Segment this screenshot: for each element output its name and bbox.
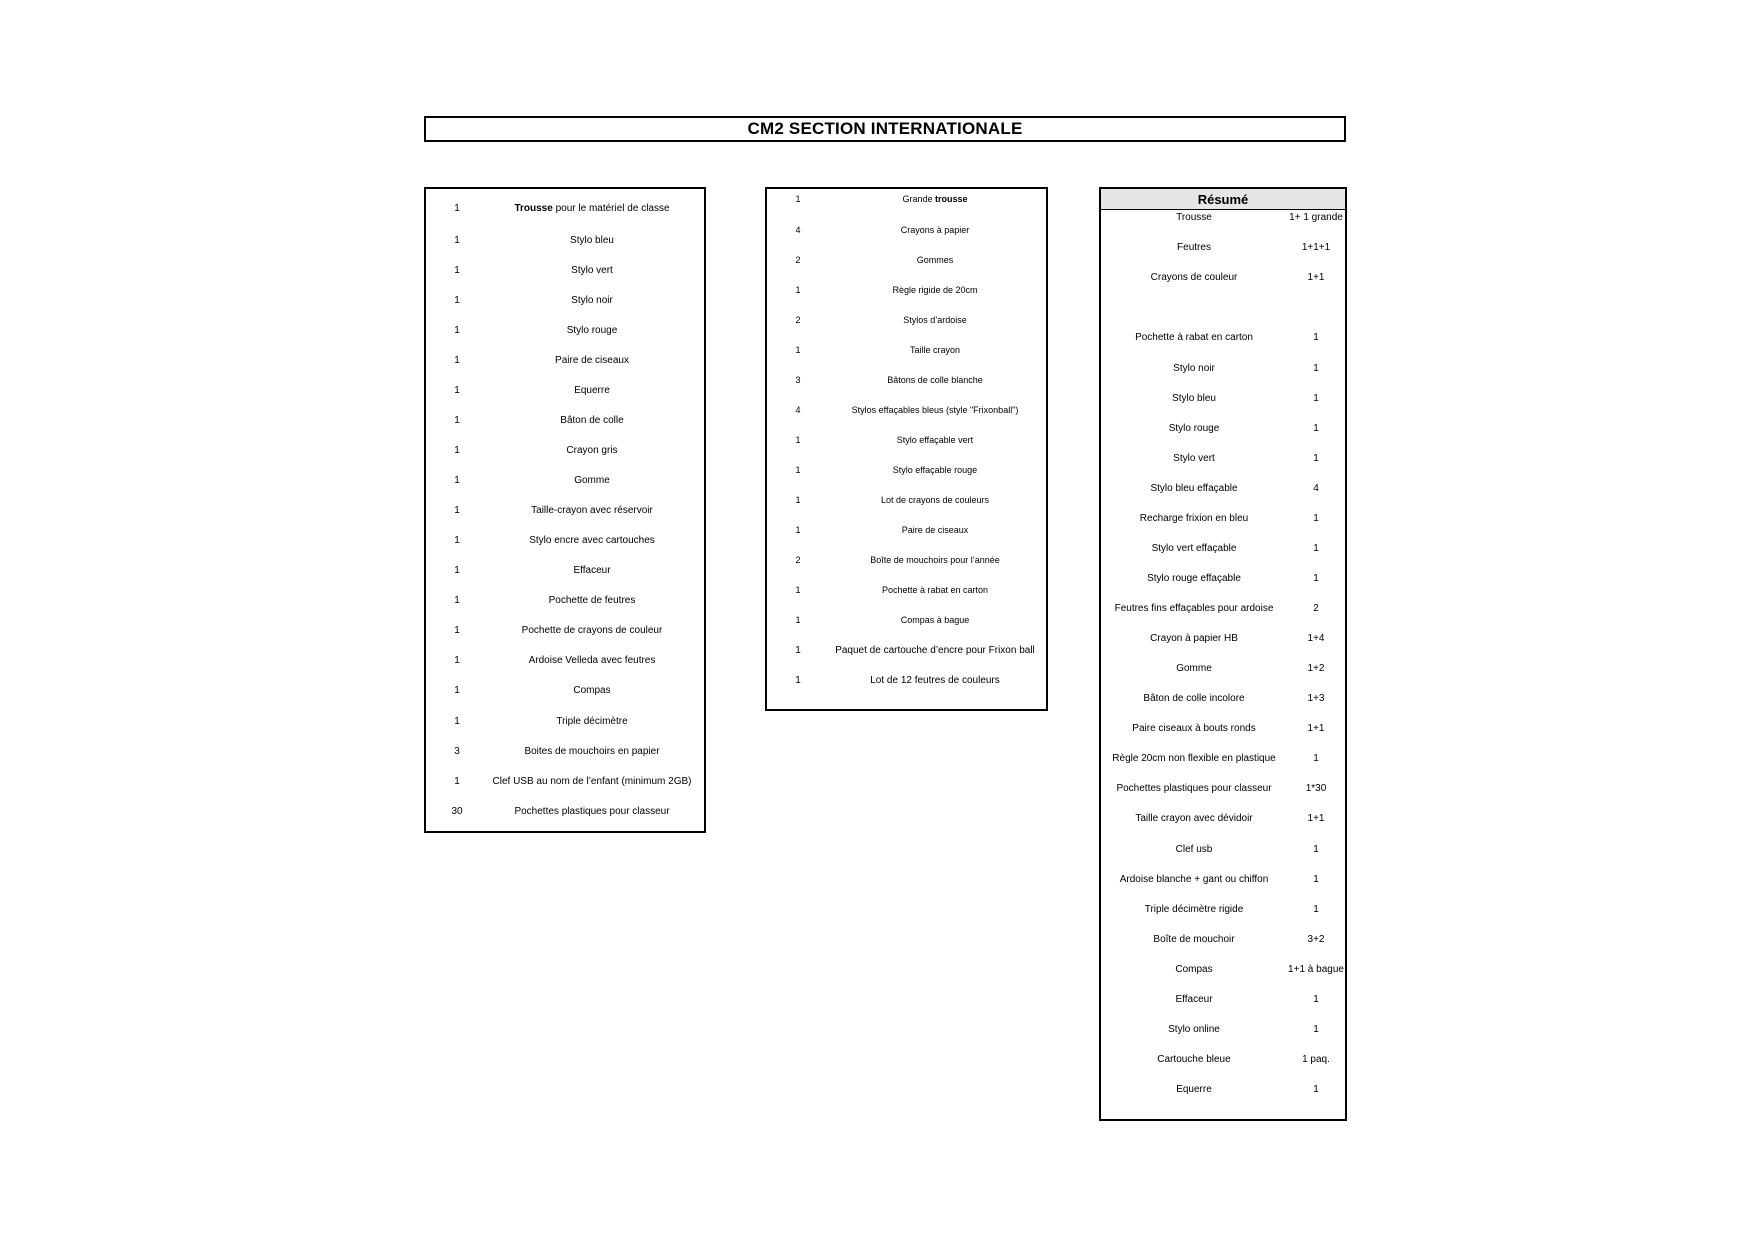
resume-row [1101,989,1345,1009]
list-item [426,771,704,791]
item-quantity: 1 [454,624,460,636]
item-quantity: 1 [454,594,460,606]
resume-item-quantity: 1+3 [1307,692,1325,704]
resume-row [1101,388,1345,408]
list-item [767,310,1046,330]
item-quantity: 30 [451,805,463,817]
resume-row [1101,598,1345,618]
list-item [426,230,704,250]
resume-item-quantity: 1+4 [1307,632,1325,644]
resume-item-quantity: 1 [1313,422,1319,434]
item-quantity: 1 [795,615,801,625]
item-quantity: 1 [454,474,460,486]
item-label: Stylo vert [571,264,613,276]
resume-item-label: Stylo noir [1173,362,1215,374]
list-item [426,380,704,400]
item-quantity: 3 [795,375,801,385]
resume-item-label: Stylo online [1168,1023,1220,1035]
item-quantity: 1 [795,644,801,656]
resume-item-label: Crayon à papier HB [1150,632,1238,644]
resume-item-label: Crayons de couleur [1150,271,1238,283]
resume-item-label: Stylo rouge [1168,422,1220,434]
item-label: Pochettes plastiques pour classeur [514,805,670,817]
list-item [426,440,704,460]
resume-item-quantity: 1+1 [1307,271,1325,283]
list-item [426,320,704,340]
item-label: Pochette à rabat en carton [881,585,989,595]
item-label: Crayons à papier [900,225,970,235]
resume-item-quantity: 1+1 à bague [1288,963,1344,975]
item-label: Paire de ciseaux [901,525,969,535]
resume-item-label: Trousse [1176,211,1212,223]
item-label: Gomme [574,474,610,486]
resume-item-label: Recharge frixion en bleu [1139,512,1249,524]
item-label: Stylo rouge [566,324,618,336]
list-item [426,620,704,640]
resume-header: Résumé [1101,189,1345,210]
list-item [426,350,704,370]
list-item [426,650,704,670]
resume-row [1101,448,1345,468]
item-label: Boites de mouchoirs en papier [524,745,660,757]
resume-row [1101,658,1345,678]
item-label: Lot de crayons de couleurs [880,495,990,505]
resume-row [1101,267,1345,287]
resume-item-quantity: 1 paq. [1302,1053,1330,1065]
resume-item-label: Stylo vert effaçable [1151,542,1237,554]
item-label: Bâtons de colle blanche [887,375,983,385]
list-item [767,250,1046,270]
list-item [426,260,704,280]
resume-row [1101,207,1345,227]
item-quantity: 1 [454,534,460,546]
item-quantity: 1 [454,504,460,516]
resume-row [1101,628,1345,648]
resume-item-quantity: 1 [1313,392,1319,404]
item-label: Stylos effaçables bleus (style "Frixonball") [851,405,1019,415]
item-label: Gommes [916,255,954,265]
list-item [426,711,704,731]
resume-row [1101,1049,1345,1069]
list-item [767,610,1046,630]
item-label: Equerre [574,384,610,396]
list-item [767,220,1046,240]
item-quantity: 1 [795,525,801,535]
list-item [767,189,1046,209]
resume-row [1101,959,1345,979]
resume-item-label: Boîte de mouchoir [1153,933,1235,945]
item-label: Stylo bleu [570,234,614,246]
item-quantity: 2 [795,315,801,325]
item-quantity: 1 [795,345,801,355]
resume-item-label: Feutres fins effaçables pour ardoise [1114,602,1274,614]
item-label: Bâton de colle [560,414,624,426]
resume-item-label: Paire ciseaux à bouts ronds [1132,722,1256,734]
item-quantity: 1 [795,585,801,595]
list-item [426,500,704,520]
resume-item-quantity: 1 [1313,331,1319,343]
resume-item-label: Ardoise blanche + gant ou chiffon [1119,873,1269,885]
list-item [426,198,704,218]
resume-item-quantity: 1 [1313,542,1319,554]
list-item [767,430,1046,450]
resume-item-quantity: 1 [1313,452,1319,464]
resume-item-quantity: 1+1 [1307,812,1325,824]
item-quantity: 1 [795,495,801,505]
resume-item-label: Cartouche bleue [1157,1053,1231,1065]
list-item [426,741,704,761]
list-item [426,590,704,610]
resume-item-label: Pochettes plastiques pour classeur [1116,782,1272,794]
resume-item-quantity: 1 [1313,1023,1319,1035]
resume-panel [1099,187,1347,1121]
list-item [426,530,704,550]
item-label: Paquet de cartouche d’encre pour Frixon ball [835,644,1035,656]
resume-row [1101,508,1345,528]
resume-item-label: Equerre [1176,1083,1212,1095]
resume-item-quantity: 1 [1313,873,1319,885]
item-quantity: 1 [795,435,801,445]
list-item [426,290,704,310]
resume-row [1101,748,1345,768]
item-label: Boîte de mouchoirs pour l’année [870,555,1000,565]
resume-item-quantity: 1 [1313,993,1319,1005]
resume-item-label: Bâton de colle incolore [1143,692,1245,704]
list-item [767,640,1046,660]
list-item [767,340,1046,360]
list-item [426,801,704,821]
resume-item-quantity: 1 [1313,1083,1319,1095]
item-quantity: 1 [454,564,460,576]
resume-item-label: Effaceur [1175,993,1213,1005]
resume-row [1101,568,1345,588]
list-item [426,410,704,430]
list-item [767,460,1046,480]
resume-item-quantity: 1 [1313,362,1319,374]
class-supplies-list [424,187,706,833]
item-quantity: 1 [454,444,460,456]
resume-item-label: Stylo rouge effaçable [1147,572,1241,584]
item-quantity: 1 [454,715,460,727]
resume-item-quantity: 4 [1313,482,1319,494]
item-quantity: 1 [454,264,460,276]
resume-item-label: Stylo bleu effaçable [1150,482,1238,494]
resume-item-quantity: 2 [1313,602,1319,614]
resume-row [1101,718,1345,738]
item-quantity: 1 [454,684,460,696]
item-quantity: 1 [454,324,460,336]
resume-row [1101,1019,1345,1039]
item-label: Stylo encre avec cartouches [529,534,655,546]
item-label: Crayon gris [566,444,618,456]
item-label: Règle rigide de 20cm [892,285,978,295]
list-item [767,490,1046,510]
resume-item-label: Taille crayon avec dévidoir [1135,812,1253,824]
list-item [426,680,704,700]
list-item [767,580,1046,600]
item-quantity: 1 [795,194,801,204]
resume-item-label: Triple décimètre rigide [1144,903,1244,915]
resume-row [1101,808,1345,828]
item-quantity: 4 [795,405,801,415]
list-item [767,520,1046,540]
item-quantity: 1 [454,202,460,214]
resume-row [1101,327,1345,347]
resume-item-quantity: 1 [1313,572,1319,584]
resume-row [1101,418,1345,438]
page-title: CM2 SECTION INTERNATIONALE [424,116,1346,142]
item-quantity: 3 [454,745,460,757]
item-label: Stylo effaçable vert [896,435,974,445]
resume-item-quantity: 1 [1313,843,1319,855]
item-label: Stylo noir [571,294,613,306]
list-item [767,670,1046,690]
resume-item-quantity: 1 [1313,903,1319,915]
resume-item-quantity: 1+2 [1307,662,1325,674]
item-quantity: 1 [795,285,801,295]
resume-item-label: Feutres [1177,241,1211,253]
item-label: Lot de 12 feutres de couleurs [870,674,1000,686]
list-item [426,470,704,490]
item-quantity: 1 [454,775,460,787]
item-quantity: 1 [454,654,460,666]
item-label: Pochette de feutres [548,594,636,606]
item-quantity: 2 [795,555,801,565]
resume-row [1101,237,1345,257]
item-quantity: 1 [454,384,460,396]
item-label: Compas [573,684,611,696]
list-item [767,370,1046,390]
resume-item-quantity: 1+ 1 grande [1289,211,1343,223]
item-quantity: 1 [454,414,460,426]
item-quantity: 1 [454,294,460,306]
resume-item-quantity: 1 [1313,512,1319,524]
resume-item-label: Règle 20cm non flexible en plastique [1112,752,1276,764]
list-item [767,400,1046,420]
item-label: Compas à bague [900,615,970,625]
resume-item-label: Compas [1175,963,1213,975]
item-label: Taille-crayon avec réservoir [531,504,653,516]
resume-item-quantity: 1+1 [1307,722,1325,734]
item-label: Effaceur [573,564,611,576]
item-quantity: 1 [795,465,801,475]
item-label: Taille crayon [909,345,961,355]
item-label: Clef USB au nom de l’enfant (minimum 2GB) [492,775,692,787]
item-quantity: 1 [454,234,460,246]
item-label: Trousse pour le matériel de classe [514,202,670,214]
item-label: Grande trousse [902,194,968,204]
resume-item-quantity: 1*30 [1305,782,1327,794]
item-label: Stylos d’ardoise [903,315,967,325]
resume-row [1101,869,1345,889]
resume-row [1101,899,1345,919]
resume-row [1101,538,1345,558]
list-item [767,280,1046,300]
item-label: Ardoise Velleda avec feutres [528,654,656,666]
item-quantity: 1 [454,354,460,366]
resume-item-quantity: 1+1+1 [1301,241,1331,253]
resume-item-label: Stylo vert [1173,452,1215,464]
item-label: Paire de ciseaux [555,354,629,366]
list-item [767,550,1046,570]
resume-item-label: Gomme [1176,662,1212,674]
resume-row [1101,1079,1345,1099]
resume-item-label: Clef usb [1175,843,1213,855]
item-quantity: 2 [795,255,801,265]
resume-item-label: Pochette à rabat en carton [1135,331,1253,343]
resume-row [1101,478,1345,498]
item-label: Stylo effaçable rouge [892,465,978,475]
resume-row [1101,688,1345,708]
item-quantity: 4 [795,225,801,235]
resume-item-label: Stylo bleu [1172,392,1216,404]
resume-row [1101,839,1345,859]
item-label: Triple décimètre [556,715,628,727]
resume-row [1101,358,1345,378]
resume-row [1101,929,1345,949]
list-item [426,560,704,580]
item-label: Pochette de crayons de couleur [521,624,663,636]
resume-item-quantity: 1 [1313,752,1319,764]
resume-item-quantity: 3+2 [1307,933,1325,945]
item-quantity: 1 [795,674,801,686]
additional-supplies-list [765,187,1048,711]
resume-row [1101,778,1345,798]
